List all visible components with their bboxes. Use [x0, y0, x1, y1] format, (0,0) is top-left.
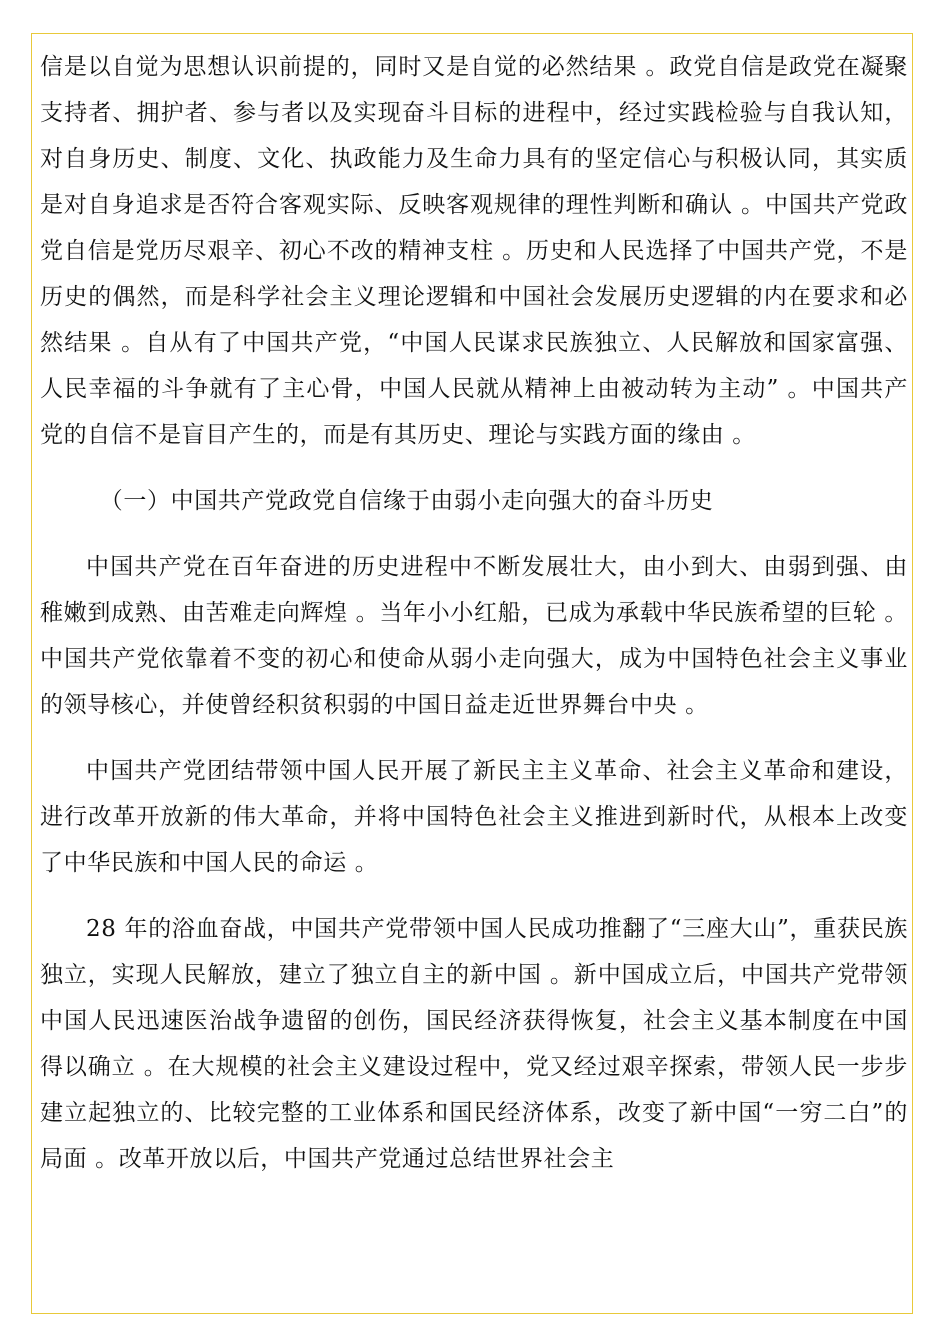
paragraph-body-2: 中国共产党团结带领中国人民开展了新民主主义革命、社会主义革命和建设，进行改革开放新的伟大革命，并将中国特色社会主义推进到新时代，从根本上改变了中华民族和中国人民的命运 。 — [40, 758, 908, 876]
paragraph-body-1: 中国共产党在百年奋进的历史进程中不断发展壮大，由小到大、由弱到强、由稚嫩到成熟、由苦难走向辉煌 。当年小小红船，已成为承载中华民族希望的巨轮 。中国共产党依靠着不变的初心和使命从弱小走向强大，成为中国特色社会主义事业的领导核心，并使曾经积贫积弱的中国日益走近世界舞台中央 。 — [40, 554, 908, 718]
paragraph-intro: 信是以自觉为思想认识前提的，同时又是自觉的必然结果 。政党自信是政党在凝聚支持者、拥护者、参与者以及实现奋斗目标的进程中，经过实践检验与自我认知，对自身历史、制度、文化、执政能力及生命力具有的坚定信心与积极认同，其实质是对自身追求是否符合客观实际、反映客观规律的理性判断和确认 。中国共产党政党自信是党历尽艰辛、初心不改的精神支柱 。历史和人民选择了中国共产党，不是历史的偶然，而是科学社会主义理论逻辑和中国社会发展历史逻辑的内在要求和必然结果 。自从有了中国共产党，“中国人民谋求民族独立、人民解放和国家富强、人民幸福的斗争就有了主心骨，中国人民就从精神上由被动转为主动” 。中国共产党的自信不是盲目产生的，而是有其历史、理论与实践方面的缘由 。 — [40, 54, 908, 448]
document-body — [40, 44, 908, 1182]
paragraph-body-3: 28 年的浴血奋战，中国共产党带领中国人民成功推翻了“三座大山”，重获民族独立，实现人民解放，建立了独立自主的新中国 。新中国成立后，中国共产党带领中国人民迅速医治战争遗留的创伤，国民经济获得恢复，社会主义基本制度在中国得以确立 。在大规模的社会主义建设过程中，党又经过艰辛探索，带领人民一步步建立起独立的、比较完整的工业体系和国民经济体系，改变了新中国“一穷二白”的局面 。改革开放以后，中国共产党通过总结世界社会主 — [40, 916, 908, 1172]
section-heading: （一）中国共产党政党自信缘于由弱小走向强大的奋斗历史 — [99, 488, 714, 514]
